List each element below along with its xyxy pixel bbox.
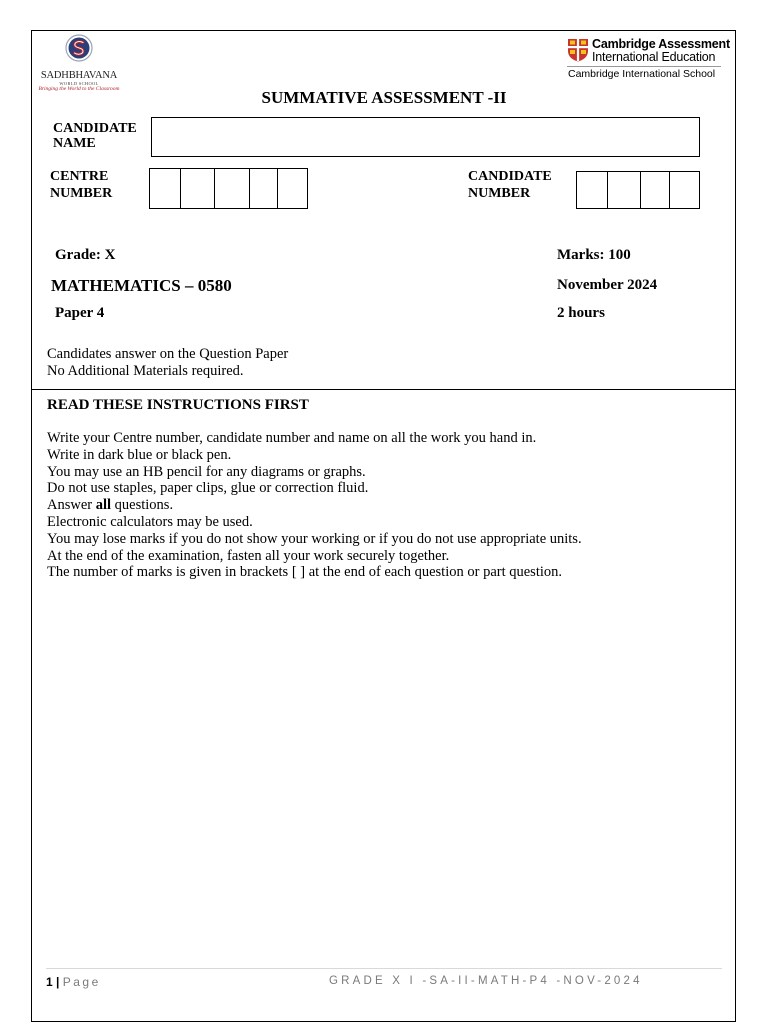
marks-text: Marks: 100 <box>557 247 631 263</box>
school-emblem-icon <box>65 34 93 62</box>
school-logo <box>36 34 122 92</box>
paper-text: Paper 4 <box>55 305 105 321</box>
page-title: SUMMATIVE ASSESSMENT -II <box>261 88 507 107</box>
candidate-number-label-line-2: NUMBER <box>468 186 531 201</box>
notes <box>47 346 288 380</box>
centre-number-box[interactable] <box>181 169 216 208</box>
candidate-number-label-line-1: CANDIDATE <box>468 169 552 184</box>
centre-number-box[interactable] <box>278 169 307 208</box>
cambridge-line-1: Cambridge Assessment <box>592 37 730 51</box>
instruction-item: Write your Centre number, candidate number and name on all the work you hand in. <box>47 430 537 446</box>
school-tagline: Bringing the World to the Classroom <box>38 86 120 92</box>
subject-title: MATHEMATICS – 0580 <box>51 276 232 295</box>
footer-code: GRADE X I -SA-II-MATH-P4 -NOV-2024 <box>329 975 643 987</box>
grade-text: Grade: X <box>55 247 116 263</box>
footer-rule <box>46 968 722 969</box>
instruction-item: Electronic calculators may be used. <box>47 513 253 530</box>
instruction-item: You may use an HB pencil for any diagrams or graphs. <box>47 463 366 480</box>
instructions-list <box>47 430 727 581</box>
cambridge-line-2: International Education <box>592 50 716 64</box>
centre-number-box[interactable] <box>215 169 250 208</box>
centre-number-label-line-2: NUMBER <box>50 186 113 201</box>
page-number <box>46 975 101 989</box>
candidate-name-field[interactable] <box>151 117 700 157</box>
centre-number-label <box>50 168 112 202</box>
instruction-item <box>47 497 727 514</box>
instruction-item: The number of marks is given in brackets [ ] at the end of each question or part question. <box>47 564 562 581</box>
instruction-item: Write in dark blue or black pen. <box>47 446 232 463</box>
centre-number-box[interactable] <box>150 169 181 208</box>
candidate-name-label <box>53 121 137 151</box>
cambridge-rule <box>567 66 721 67</box>
note-no-materials: No Additional Materials required. <box>47 363 244 379</box>
instruction-answer-text: Answer <box>47 497 93 514</box>
page-word: Page <box>62 975 101 989</box>
centre-number-label-line-1: CENTRE <box>50 169 109 184</box>
centre-number-boxes <box>149 168 308 209</box>
exam-date: November 2024 <box>557 277 658 293</box>
note-answer-on-paper: Candidates answer on the Question Paper <box>47 346 289 362</box>
page-number-value: 1 <box>46 975 53 989</box>
cambridge-logo <box>567 37 730 84</box>
candidate-number-box[interactable] <box>608 172 640 208</box>
candidate-number-label <box>468 168 552 202</box>
section-divider <box>31 389 736 390</box>
centre-number-box[interactable] <box>250 169 279 208</box>
page-number-separator: | <box>56 975 60 989</box>
cambridge-line-3: Cambridge International School <box>568 68 716 80</box>
candidate-number-box[interactable] <box>641 172 671 208</box>
candidate-name-label-line-2: NAME <box>53 136 96 151</box>
candidate-number-box[interactable] <box>670 172 699 208</box>
instruction-item: At the end of the examination, fasten all your work securely together. <box>47 547 450 564</box>
instruction-questions-text: questions. <box>114 497 174 514</box>
instruction-item: Do not use staples, paper clips, glue or correction fluid. <box>47 480 369 497</box>
instruction-item: You may lose marks if you do not show your working or if you do not use appropriate units. <box>47 530 582 547</box>
candidate-number-box[interactable] <box>577 172 608 208</box>
candidate-name-label-line-1: CANDIDATE <box>53 121 137 136</box>
duration-text: 2 hours <box>557 305 605 321</box>
instruction-all-emphasis: all <box>95 497 112 514</box>
candidate-number-boxes <box>576 171 700 209</box>
instructions-heading: READ THESE INSTRUCTIONS FIRST <box>47 397 309 413</box>
school-name: SADHBHAVANA <box>40 70 118 81</box>
cambridge-shield-icon <box>567 38 589 62</box>
school-subtitle: WORLD SCHOOL <box>59 81 99 86</box>
